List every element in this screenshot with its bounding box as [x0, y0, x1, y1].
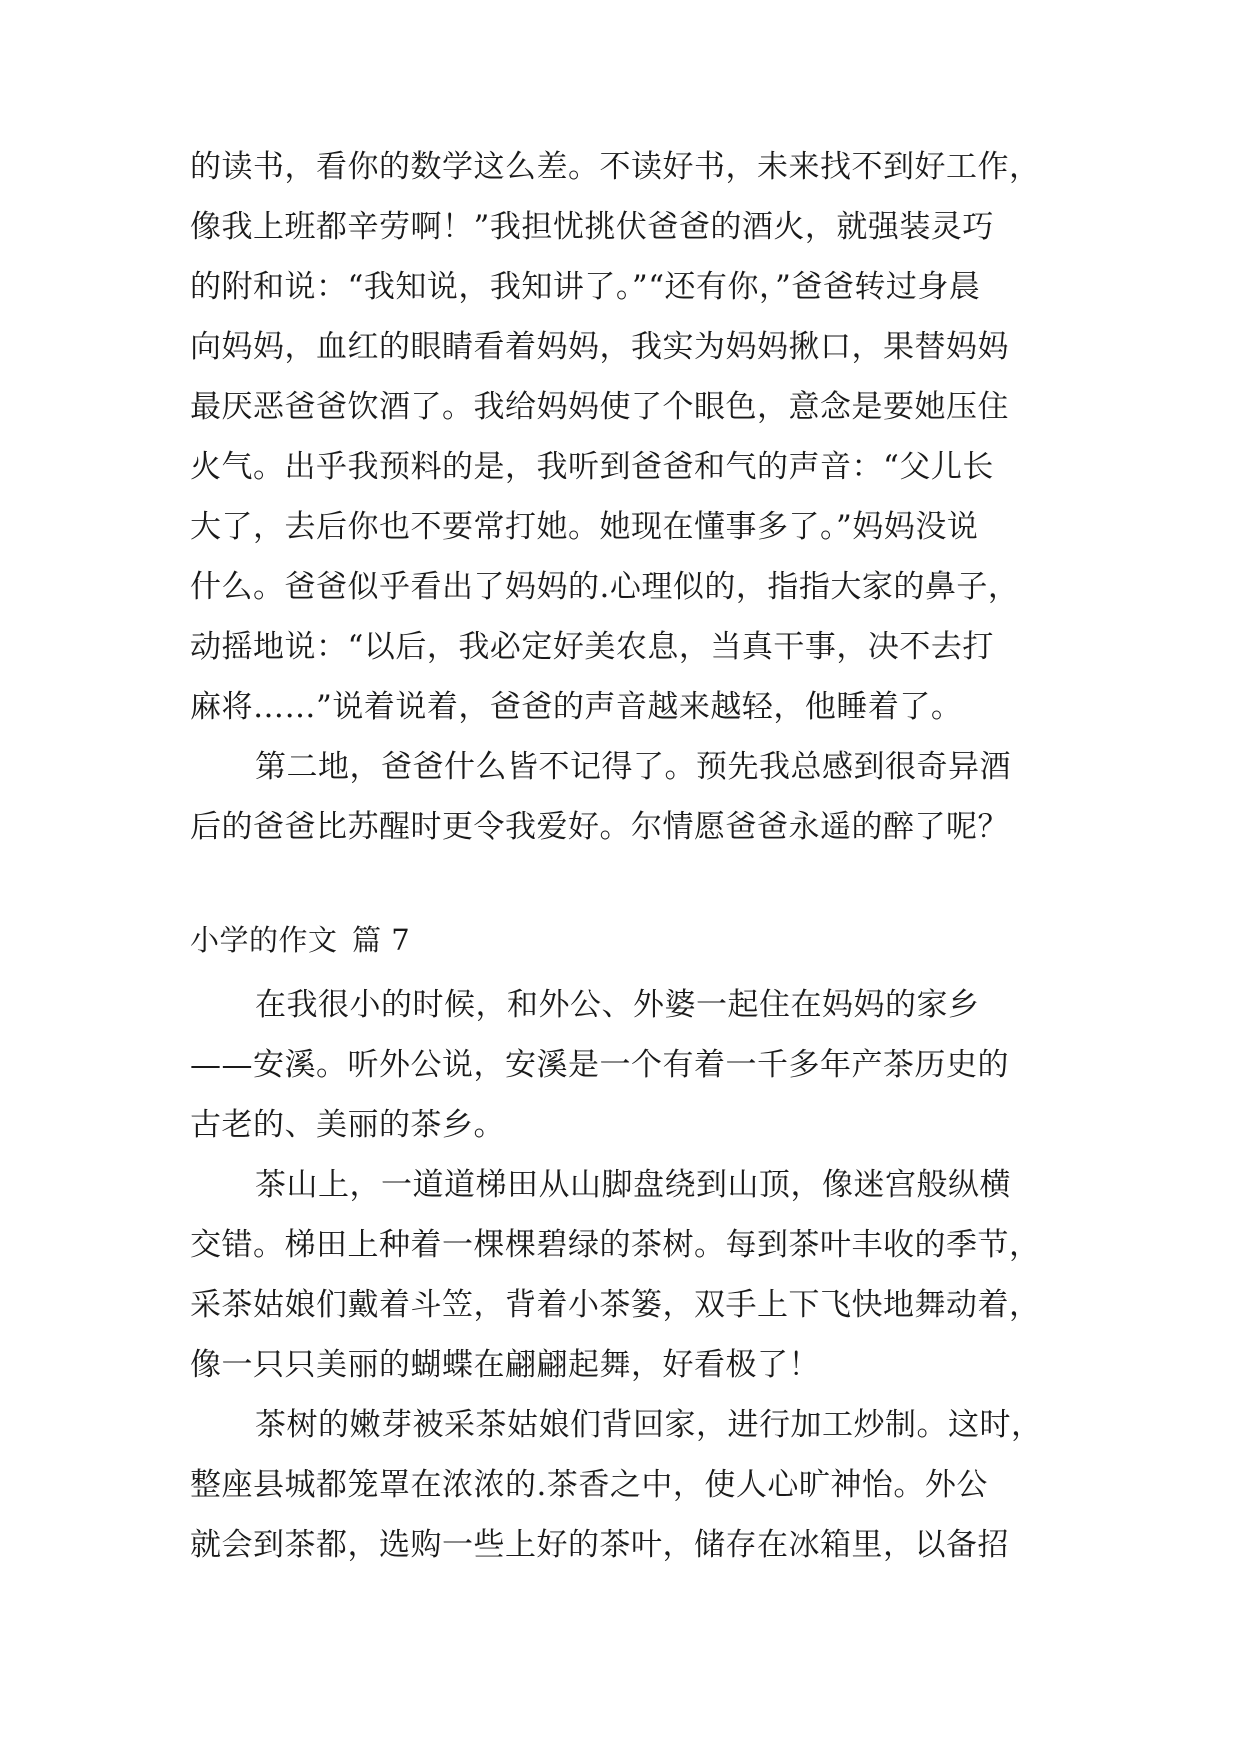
text-line: 采茶姑娘们戴着斗笠，背着小茶篓，双手上下飞快地舞动着，	[190, 1287, 1041, 1323]
text-line: 火气。出乎我预料的是，我听到爸爸和气的声音：“父儿长	[190, 449, 994, 485]
section-heading-title: 小学的作文	[190, 923, 338, 957]
text-line: 后的爸爸比苏醒时更令我爱好。尔情愿爸爸永遥的醉了呢？	[190, 809, 1009, 845]
text-line: 交错。梯田上种着一棵棵碧绿的茶树。每到茶叶丰收的季节，	[190, 1227, 1041, 1263]
text-line: 动摇地说：“以后，我必定好美农息，当真干事，决不去打	[190, 629, 994, 665]
text-line: 麻将……”说着说着，爸爸的声音越来越轻，他睡着了。	[190, 689, 963, 725]
text-line: 最厌恶爸爸饮酒了。我给妈妈使了个眼色，意念是要她压住	[190, 389, 1009, 425]
text-line: 大了，去后你也不要常打她。她现在懂事多了。”妈妈没说	[190, 509, 979, 545]
text-line: 向妈妈，血红的眼睛看着妈妈，我实为妈妈揪口，果替妈妈	[190, 329, 1009, 365]
text-line: 的读书，看你的数学这么差。不读好书，未来找不到好工作，	[190, 149, 1041, 185]
text-line: ——安溪。听外公说，安溪是一个有着一千多年产茶历史的	[190, 1047, 1009, 1083]
text-line: 第二地，爸爸什么皆不记得了。预先我总感到很奇异酒	[255, 749, 1011, 785]
text-line: 什么。爸爸似乎看出了妈妈的.心理似的，指指大家的鼻子，	[190, 569, 1020, 605]
text-line: 茶树的嫩芽被采茶姑娘们背回家，进行加工炒制。这时，	[255, 1407, 1043, 1443]
text-line: 就会到茶都，选购一些上好的茶叶，储存在冰箱里，以备招	[190, 1527, 1009, 1563]
text-line: 茶山上，一道道梯田从山脚盘绕到山顶，像迷宫般纵横	[255, 1167, 1011, 1203]
text-line: 整座县城都笼罩在浓浓的.茶香之中，使人心旷神怡。外公	[190, 1467, 988, 1503]
text-line: 古老的、美丽的茶乡。	[190, 1107, 505, 1143]
text-line: 的附和说：“我知说，我知讲了。”“还有你，”爸爸转过身晨	[190, 269, 981, 305]
section-heading	[190, 920, 1070, 960]
text-line: 在我很小的时候，和外公、外婆一起住在妈妈的家乡	[255, 987, 980, 1023]
section-heading-part: 篇 7	[352, 923, 411, 957]
text-line: 像一只只美丽的蝴蝶在翩翩起舞，好看极了！	[190, 1347, 820, 1383]
text-line: 像我上班都辛劳啊！”我担忧挑伏爸爸的酒火，就强装灵巧	[190, 209, 994, 245]
